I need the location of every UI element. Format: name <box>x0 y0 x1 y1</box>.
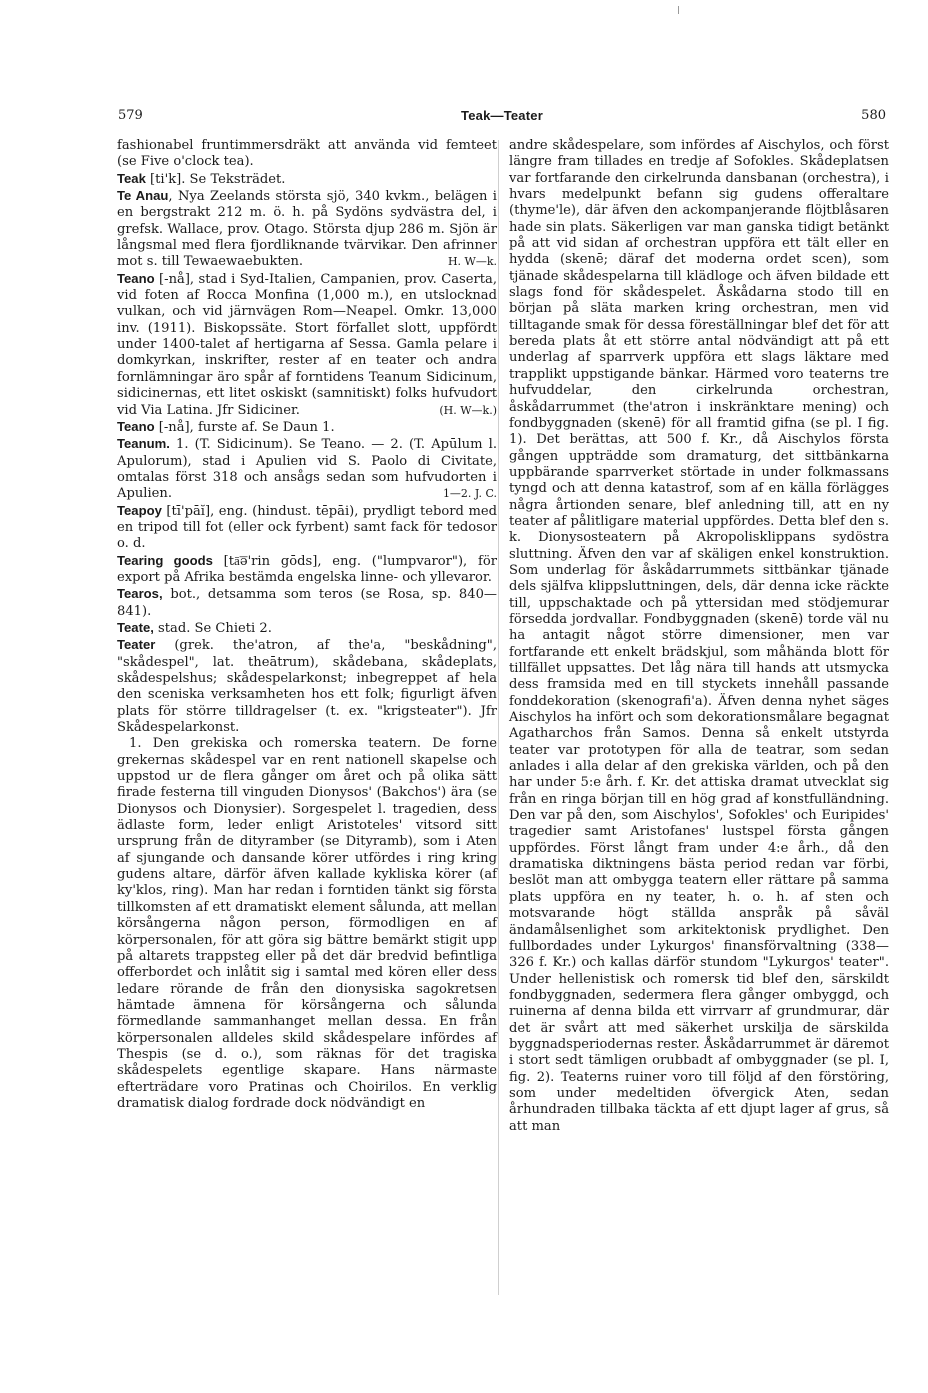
entry-teanum <box>117 436 497 502</box>
entry-text: [-nå], furste af. Se Daun 1. <box>154 419 335 435</box>
entry-text: fashionabel fruntimmersdräkt att använda vid femteet (se Five o'clock tea). <box>117 138 497 170</box>
entry-text: 1. (T. Sidicinum). Se Teano. — 2. (T. Apūlum l. Apulorum), stad i Apulien vid S. Paolo di Civitate, omtalas först 318 och ansågs sedan som hufvudorten i Apulien. <box>117 437 497 502</box>
entry-text: [tī'pāĭ], eng. (hindust. tēpāi), prydligt tebord med en tripod till fot (eller ock fyrbent) samt fack för tedosor o. d. <box>117 503 497 552</box>
entry-teate <box>117 620 497 637</box>
entry-tearos <box>117 586 497 620</box>
entry-text: [ti'k]. Se Teksträdet. <box>145 171 286 187</box>
entry-teapoy <box>117 503 497 553</box>
scan-mark <box>678 6 679 14</box>
entry-headword: Tearos, <box>117 586 163 602</box>
entry-text: (grek. the'atron, af the'a, "beskådning", "skådespel", lat. theātrum), skådebana, skådeplats, skådespelshus; skådespelarkonst; inbegreppet af hela den sceniska verksamheten hos ett folk; figurligt äfven plats för större tilldragelser (t. ex. "krigsteater"). Jfr Skådespelarkonst. <box>117 638 497 736</box>
entry-teak <box>117 171 497 188</box>
entry-teano-furste <box>117 419 497 436</box>
entry-teater <box>117 637 497 736</box>
entry-text: andre skådespelare, som infördes af Aischylos, och först längre fram tillades en tredje af Sofokles. Skådeplatsen var fortfarande den cirkelrunda dansbanan (orchestra), i hvars medelpunkt befann sig gudens offeraltare (thyme'le), där äfven den ackompanjerande flöjtblåsaren hade sin plats. Säkerligen var man ganska tidigt betänkt på att vid sidan af orchestran uppföra ett tält eller en hydda (skenē; däraf det moderna ordet scen), som tjänade skådespelarna till klädloge och äfven bildade ett slags fond för skådespelet. Åskådarna stodo till en början på släta marken kring orchestran, men vid tilltagande smak för dessa föreställningar blef det för att bereda plats åt ett större antal nödvändigt att på ett underlag af sparrverk uppföra ett slags läktare med trapplikt uppstigande bänkar. Härmed voro teaterns tre hufvuddelar, den cirkelrunda orchestran, åskådarrummet (the'atron i inskränktare mening) och fondbyggnaden (skenē) för all framtid gifna (se pl. I fig. 1). Det berättas, att 500 f. Kr., då Aischylos första gången uppträdde som dramaturg, det sittbänkarna uppbärande sparrverket störtade in under folkmassans tyngd och att denna katastrof, som af en källa förlägges några årtionden senare, blef anledning till, att en ny teater af pålitligare material uppfördes. Detta blef den s. k. Dionysosteatern på Akropolisklippans sydöstra sluttning. Äfven den var af skäligen enkel konstruktion. Som underlag för åskådarrummets sittbänkar tjänade dels själfva klippsluttningen, dels, där denna icke räckte till, uppschaktade och på yttersidan med stödjemurar försedda jordvallar. Fondbyggnaden (skenē) torde väl nu ha antagit något större dimensioner, men var fortfarande ett enkelt brädskjul, som måhända blott för tillfället uppsattes. Det låg nära till hands att utsmycka dess framsida med en till styckets innehåll passande fonddekoration (skenografi'a). Äfven denna nyhet säges Aischylos ha infört och som dekorationsmålare begagnat Agatharchos från Samos. Denna så enkelt utstyrda teater var prototypen för alla de teatrar, som sedan anlades i alla delar af den grekiska världen, och på den har under 5:e årh. f. Kr. det attiska dramat utvecklat sig från en ringa början till en hög grad af konstfulländning. Den var på den, som Aischylos', Sofokles' och Euripides' tragedier samt Aristofanes' lustspel första gången uppfördes. Först långt fram under 4:e årh., då den dramatiska diktningens bästa period redan var förbi, beslöt man att ombygga teatern eller rättare på samma plats uppföra en ny teater, h. o. h. af sten och motsvarande högt ställda anspråk på såväl ändamålsenlighet som arkitektonisk prydlighet. Den fullbordades under Lykurgos' finansförvaltning (338—326 f. Kr.) och kallas därför stundom "Lykurgos' teater". Under hellenistisk och romersk tid blef den, särskildt fondbyggnaden, sedermera flera gånger ombyggd, och ruinerna af denna bilda ett virrvarr af grundmurar, där det är svårt att med säkerhet urskilja de särskilda byggnadsperiodernas rester. Åskådarrummet är däremot i stort sedt tämligen orubbadt af ombyggnader (se pl. I, fig. 2). Teaterns ruiner voro till följd af den förstöring, som under medeltiden öfvergick Aten, sedan århundraden tillbaka täckta af ett djupt lager af grus, så att man <box>509 138 889 1134</box>
entry-headword: Teapoy <box>117 502 162 518</box>
page-number-right: 580 <box>861 108 886 123</box>
entry-tearing-goods <box>117 553 497 587</box>
entry-headword: Te Anau <box>117 188 169 204</box>
entry-fragment <box>117 138 497 171</box>
entry-text: 1. Den grekiska och romerska teatern. De forne grekernas skådespel var en rent nationell skapelse och uppstod ur de flera gånger om året och på olika sätt firade festerna till vinguden Dionysos' (Bakchos') ära (se Dionysos och Dionysier). Sorgespelet l. tragedien, dess ädlaste form, leder enligt Aristoteles' vitsord sitt ursprung från de dityramber (se Dityramb), som i Aten af sjungande och dansande körer utfördes i ring kring gudens altare, därför äfven kallade kykliska körer (af ky'klos, ring). Man har redan i forntiden tänkt sig första tillkomsten af ett dramatiskt element sålunda, att mellan körsångerna någon person, förmodligen en af körpersonalen, för att göra sig bättre bemärkt stigit upp på altarets trappsteg eller på det där bredvid befintliga offerbordet och inlåtit sig i samtal med kören eller dess ledare rörande de från den dionysiska sagokretsen hämtade ämnena för körsångerna och sålunda förmedlande sammanhanget mellan dessa. En från körpersonalen alldeles skild skådespelare infördes af Thespis (se d. o.), som räknas för det tragiska skådespelets egentlige skapare. Hans närmaste efterträdare voro Pratinas och Choirilos. En verklig dramatisk dialog fordrade dock nödvändigt en <box>117 736 497 1111</box>
running-head: Teak—Teater <box>461 108 543 123</box>
right-column <box>509 138 889 1135</box>
author-signature: 1—2. J. C. <box>442 487 497 501</box>
entry-te-anau <box>117 188 497 271</box>
section-continuation <box>509 138 889 1135</box>
column-divider <box>498 140 499 1295</box>
entry-text: stad. Se Chieti 2. <box>153 620 272 636</box>
page-number-left: 579 <box>118 108 143 123</box>
section-greek-roman-theatre <box>117 736 497 1112</box>
entry-text: bot., detsamma som teros (se Rosa, sp. 840—841). <box>117 587 497 619</box>
author-signature: H. W—k. <box>447 255 497 269</box>
entry-headword: Tearing goods <box>117 552 213 568</box>
entry-headword: Teater <box>117 637 156 653</box>
entry-headword: Teano <box>117 418 155 434</box>
entry-headword: Teano <box>117 270 155 286</box>
entry-text: [tā͞ə'rin gōds], eng. ("lumpvaror"), för export på Afrika bestämda engelska linne- och yllevaror. <box>117 553 497 585</box>
entry-teano <box>117 271 497 419</box>
entry-headword: Teanum. <box>117 436 170 452</box>
entry-text: [-nå], stad i Syd-Italien, Campanien, prov. Caserta, vid foten af Rocca Monfina (1,000 m.), en utslocknad vulkan, och vid järnvägen Rom—Neapel. Omkr. 13,000 inv. (1911). Biskopssäte. Stort förfallet slott, uppfördt under 1400-talet af hertigarna af Sessa. Gamla pelare i domkyrkan, inskrifter, rester af en teater och andra fornlämningar äro spår af forntidens Teanum Sidicinum, sidicinernas, ett litet oskiskt (samnitiskt) folks hufvudort vid Via Latina. Jfr Sidiciner. <box>117 271 497 418</box>
entry-text: , Nya Zeelands största sjö, 340 kvkm., belägen i en bergstrakt 212 m. ö. h. på Sydöns sydvästra del, i grefsk. Wallace, prov. Otago. Största djup 286 m. Sjön är långsmal med flera fjordliknande tvärvikar. Den afrinner mot s. till Tewaewaebukten. <box>117 189 497 270</box>
author-signature: (H. W—k.) <box>439 403 497 417</box>
left-column <box>117 138 497 1112</box>
page-header <box>118 108 886 126</box>
entry-headword: Teak <box>117 170 146 186</box>
entry-headword: Teate, <box>117 619 154 635</box>
